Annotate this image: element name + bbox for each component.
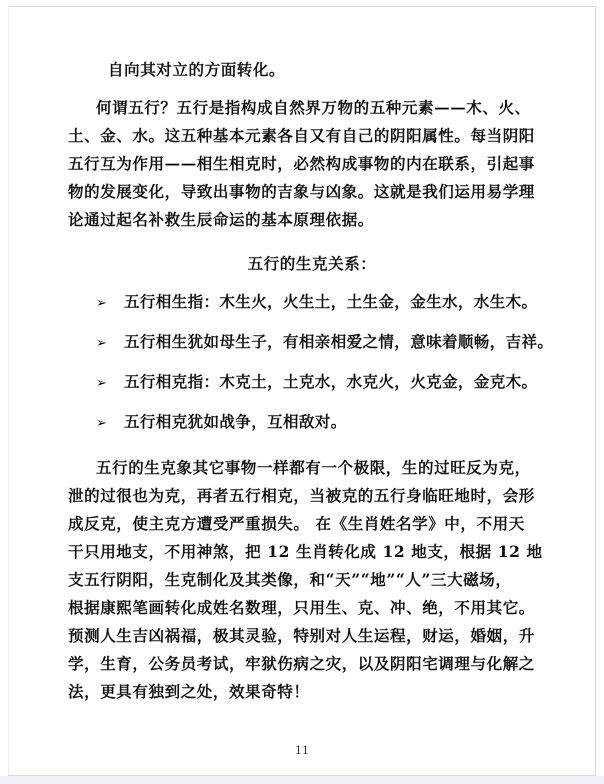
arrow-bullet-icon: ➢ xyxy=(96,336,108,351)
paragraph-3-line: 五行的生克象其它事物一样都有一个极限，生的过旺反为克， xyxy=(96,458,531,477)
bullet-text: 五行相克指：木克土，土克水，水克火，火克金，金克木。 xyxy=(124,372,538,391)
bullet-text: 五行相克犹如战争，互相敌对。 xyxy=(124,412,347,431)
bullet-text: 五行相生犹如母生子，有相亲相爱之情，意味着顺畅，吉祥。 xyxy=(124,332,554,351)
section-heading: 五行的生克关系： xyxy=(247,254,377,273)
paragraph-3-line: 干只用地支，不用神煞，把 12 生肖转化成 12 地支，根据 12 地 xyxy=(68,542,543,561)
page-border-left xyxy=(8,6,9,776)
paragraph-2-line: 土、金、水。这五种基本元素各自又有自己的阴阳属性。每当阴阳 xyxy=(68,126,535,145)
bullet-item xyxy=(96,292,537,314)
paragraph-2-line: 物的发展变化，导致出事物的吉象与凶象。这就是我们运用易学理 xyxy=(68,182,535,201)
paragraph-3-line: 支五行阴阳，生克制化及其类像，和“天”“地”“人”三大磁场， xyxy=(68,570,512,589)
bullet-item xyxy=(96,412,347,434)
viewer-bottom-strip xyxy=(0,776,604,784)
paragraph-3-line: 法，更具有独到之处，效果奇特！ xyxy=(68,682,310,701)
arrow-bullet-icon: ➢ xyxy=(96,416,108,431)
paragraph-3-line: 泄的过很也为克，再者五行相克，当被克的五行身临旺地时，会形 xyxy=(68,486,535,505)
arrow-bullet-icon: ➢ xyxy=(96,296,108,311)
paragraph-2-line: 论通过起名补救生辰命运的基本原理依据。 xyxy=(68,210,374,229)
paragraph-1-line: 自向其对立的方面转化。 xyxy=(108,60,286,79)
paragraph-3-line: 学，生育，公务员考试，牢狱伤病之灾，以及阴阳宅调理与化解之 xyxy=(68,654,535,673)
bullet-item xyxy=(96,372,537,394)
bullet-text: 五行相生指：木生火，火生土，土生金，金生水，水生木。 xyxy=(124,292,538,311)
paragraph-3-line: 根据康熙笔画转化成姓名数理，只用生、克、冲、绝，不用其它。 xyxy=(68,598,535,617)
page-number: 11 xyxy=(295,744,309,757)
page-border-top xyxy=(8,6,596,7)
paragraph-3-line: 预测人生吉凶祸福，极其灵验，特别对人生运程，财运，婚姻，升 xyxy=(68,626,535,645)
paragraph-3-line: 成反克，使主克方遭受严重损失。 在《生肖姓名学》中，不用天 xyxy=(68,514,525,533)
bullet-item xyxy=(96,332,553,354)
paragraph-2-line: 五行互为作用——相生相克时，必然构成事物的内在联系，引起事 xyxy=(68,154,535,173)
paragraph-2-line: 何谓五行？五行是指构成自然界万物的五种元素——木、火、 xyxy=(96,98,531,117)
arrow-bullet-icon: ➢ xyxy=(96,376,108,391)
page-border-right xyxy=(595,6,596,776)
